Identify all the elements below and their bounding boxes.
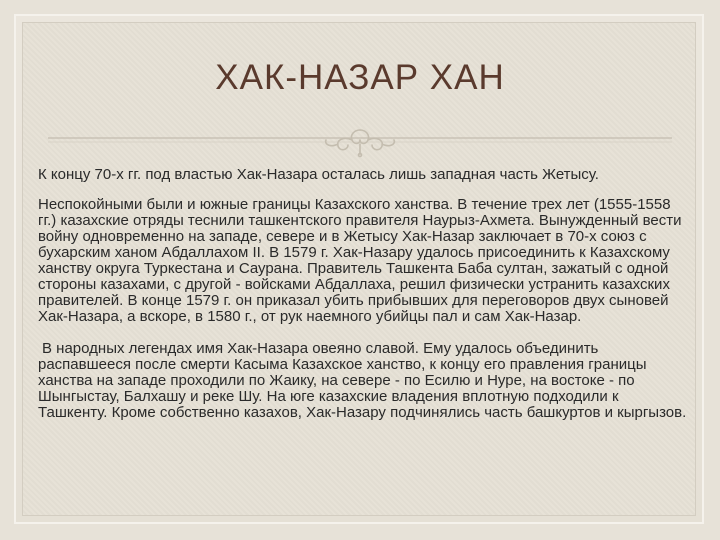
- paragraph-2: Неспокойными были и южные границы Казахского ханства. В течение трех лет (1555-1558 гг.) казахские отряды теснили ташкентского правителя Наурыз-Ахмета. Вынужденный вести войну одновременно на западе, севере и в Жетысу Хак-Назар заключает в 70-х союз с бухарским ханом Абдаллахом II. В 1579 г. Хак-Назару удалось присоединить к Казахскому ханству округа Туркестана и Саурана. Правитель Ташкента Баба султан, зажатый с одной стороны казахами, с другой - войсками Абдаллаха, решил физически устранить казахских правителей. В конце 1579 г. он приказал убить прибывших для переговоров двух сыновей Хак-Назара, а вскоре, в 1580 г., от рук наемного убийцы пал и сам Хак-Назар.: [38, 196, 682, 325]
- paragraph-1: К концу 70-х гг. под властью Хак-Назара осталась лишь западная часть Жетысу.: [38, 166, 599, 183]
- ornamental-divider-icon: [48, 124, 672, 158]
- paragraph-3: В народных легендах имя Хак-Назара овеяно славой. Ему удалось объединить распавшееся после смерти Касыма Казахское ханство, к концу его правления границы ханства на западе проходили по Жаику, на севере - по Есилю и Нуре, на востоке - по Шынгыстау, Балхашу и реке Шу. На юге казахские владения вплотную подходили к Ташкенту. Кроме собственно казахов, Хак-Назару подчинялись часть башкуртов и кыргызов.: [38, 340, 687, 421]
- slide-title: ХАК-НАЗАР ХАН: [215, 58, 505, 97]
- slide-body: [38, 167, 688, 421]
